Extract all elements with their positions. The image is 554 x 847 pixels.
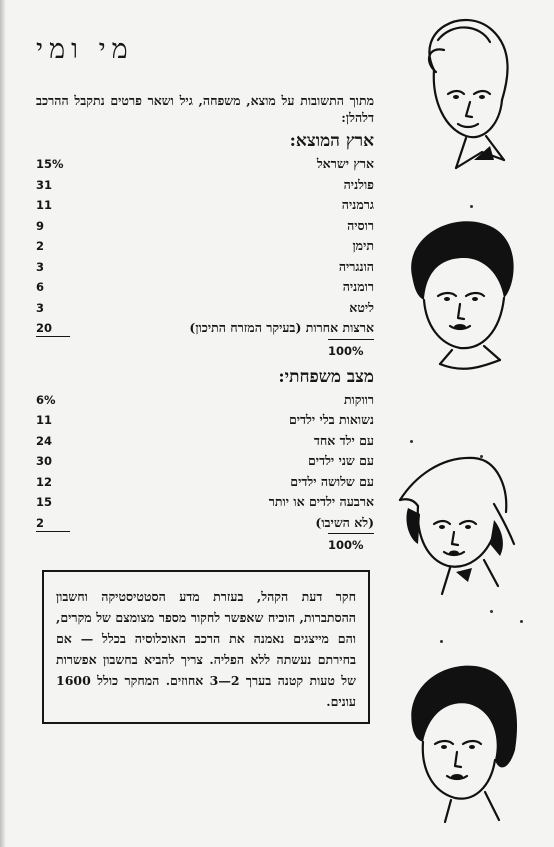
origin-row [36,298,374,319]
row-value: 20 [36,320,70,337]
row-label: רומניה [342,279,374,294]
family-row [36,492,374,513]
page-title: מי ומי [36,34,134,65]
woman-face-illustration [404,214,524,374]
origin-table [36,154,374,339]
row-label: תימן [352,238,374,253]
row-value: 3 [36,300,45,315]
row-label: גרמניה [341,197,374,212]
print-speck [410,440,413,443]
origin-row [36,195,374,216]
row-label: עם שני ילדים [308,453,374,468]
row-value: 6 [36,280,45,294]
intro-paragraph: מתוך התשובות על מוצא, משפחה, גיל ושאר פרטים נתקבל ההרכב דלהלן: [36,93,374,125]
row-label: הונגריה [338,258,374,274]
family-row [36,410,374,431]
row-label: עם שלושה ילדים [290,473,374,489]
print-speck [440,640,443,643]
family-heading: מצב משפחתי: [278,366,374,387]
family-row [36,451,374,472]
row-value: 15 [36,495,53,509]
print-speck [520,620,523,623]
row-label: נשואות בלי ילדים [288,412,374,427]
family-row [36,431,374,452]
origin-row [36,277,374,298]
origin-row [36,318,374,339]
row-value: 2 [36,515,70,532]
row-label: רווקות [343,391,374,407]
article-column [36,28,374,724]
row-value: 3 [36,259,45,274]
row-value: 30 [36,454,53,468]
row-value: 11 [36,198,53,212]
row-label: ליטא [349,299,374,315]
row-value: 15% [36,157,64,171]
woman-face-illustration [404,10,524,170]
print-speck [490,610,493,613]
row-value: 6% [36,392,56,407]
row-value: 31 [36,177,53,192]
origin-row [36,216,374,237]
row-label: (לא השיבו) [315,514,374,530]
origin-row [36,154,374,175]
row-label: פולניה [343,176,374,192]
print-speck [470,205,473,208]
print-speck [480,455,483,458]
row-label: ארצות אחרות (בעיקר המזרח התיכון) [189,320,374,335]
row-label: ארץ ישראל [316,156,374,171]
row-value: 9 [36,218,45,233]
family-row [36,513,374,534]
family-total: 100% [328,533,374,556]
family-row [36,472,374,493]
row-label: ארבעה ילדים או יותר [268,494,374,509]
row-value: 11 [36,413,53,427]
woman-face-illustration [399,660,524,825]
row-value: 24 [36,433,53,448]
row-value: 12 [36,474,53,489]
page-edge [0,0,6,847]
row-label: עם ילד אחד [313,432,374,448]
family-row [36,390,374,411]
family-table [36,390,374,534]
origin-row [36,175,374,196]
origin-row [36,257,374,278]
woman-with-hat-illustration [394,448,524,598]
row-label: רוסיה [347,217,374,233]
row-value: 2 [36,239,45,253]
origin-heading: ארץ המוצא: [289,131,374,151]
origin-total: 100% [328,339,374,362]
methodology-box: חקר דעת הקהל, בעזרת מדע הסטטיסטיקה וחשבון ההסתברות, הוכיח שאפשר לחקור מספר מצומצם של מקרים, והם מייצגים נאמנה את הרכב האוכלוסיה בכלל — אם בחירתם נעשתה ללא הפליה. צריך להביא בחשבון אפשרות של טעות קטנה בערך 2—3 אחוזים. המחקר כולל 1600 עונים. [42,570,370,724]
origin-row [36,236,374,257]
